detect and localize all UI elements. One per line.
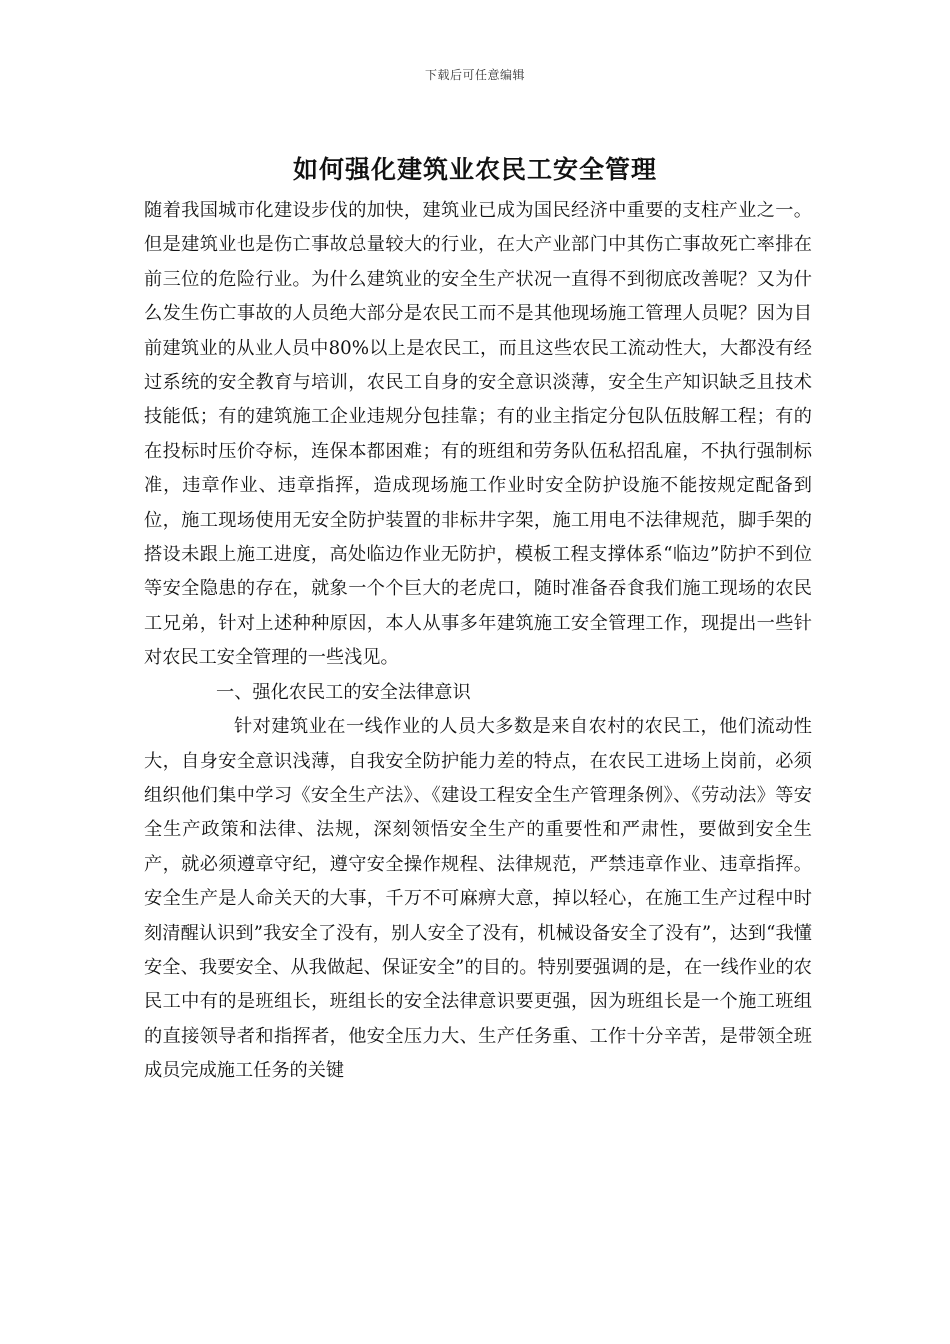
document-body: [144, 194, 812, 1089]
intro-paragraph: 随着我国城市化建设步伐的加快，建筑业已成为国民经济中重要的支柱产业之一。但是建筑业也是伤亡事故总量较大的行业，在大产业部门中其伤亡事故死亡率排在前三位的危险行业。为什么建筑业的安全生产状况一直得不到彻底改善呢？又为什么发生伤亡事故的人员绝大部分是农民工而不是其他现场施工管理人员呢？因为目前建筑业的从业人员中80%以上是农民工，而且这些农民工流动性大，大都没有经过系统的安全教育与培训，农民工自身的安全意识淡薄，安全生产知识缺乏且技术技能低；有的建筑施工企业违规分包挂靠；有的业主指定分包队伍肢解工程；有的在投标时压价夺标，连保本都困难；有的班组和劳务队伍私招乱雇，不执行强制标准，违章作业、违章指挥，造成现场施工作业时安全防护设施不能按规定配备到位，施工现场使用无安全防护装置的非标井字架，施工用电不法律规范，脚手架的搭设未跟上施工进度，高处临边作业无防护，模板工程支撑体系“临边”防护不到位等安全隐患的存在，就象一个个巨大的老虎口，随时准备吞食我们施工现场的农民工兄弟，针对上述种种原因，本人从事多年建筑施工安全管理工作，现提出一些针对农民工安全管理的一些浅见。: [144, 200, 812, 669]
section-1-paragraph: 针对建筑业在一线作业的人员大多数是来自农村的农民工，他们流动性大，自身安全意识浅薄，自我安全防护能力差的特点，在农民工进场上岗前，必须组织他们集中学习《安全生产法》、《建设工程安全生产管理条例》、《劳动法》等安全生产政策和法律、法规，深刻领悟安全生产的重要性和严肃性，要做到安全生产，就必须遵章守纪，遵守安全操作规程、法律规范，严禁违章作业、违章指挥。安全生产是人命关天的大事，千万不可麻痹大意，掉以轻心，在施工生产过程中时刻清醒认识到”我安全了没有，别人安全了没有，机械设备安全了没有”，达到“我懂安全、我要安全、从我做起、保证安全”的目的。特别要强调的是，在一线作业的农民工中有的是班组长，班组长的安全法律意识要更强，因为班组长是一个施工班组的直接领导者和指挥者，他安全压力大、生产任务重、工作十分辛苦，是带领全班成员完成施工任务的关键: [144, 716, 812, 1082]
section-heading-1: 一、强化农民工的安全法律意识: [216, 681, 471, 703]
document-title: 如何强化建筑业农民工安全管理: [292, 155, 657, 184]
page-header-note: 下载后可任意编辑: [424, 68, 525, 82]
